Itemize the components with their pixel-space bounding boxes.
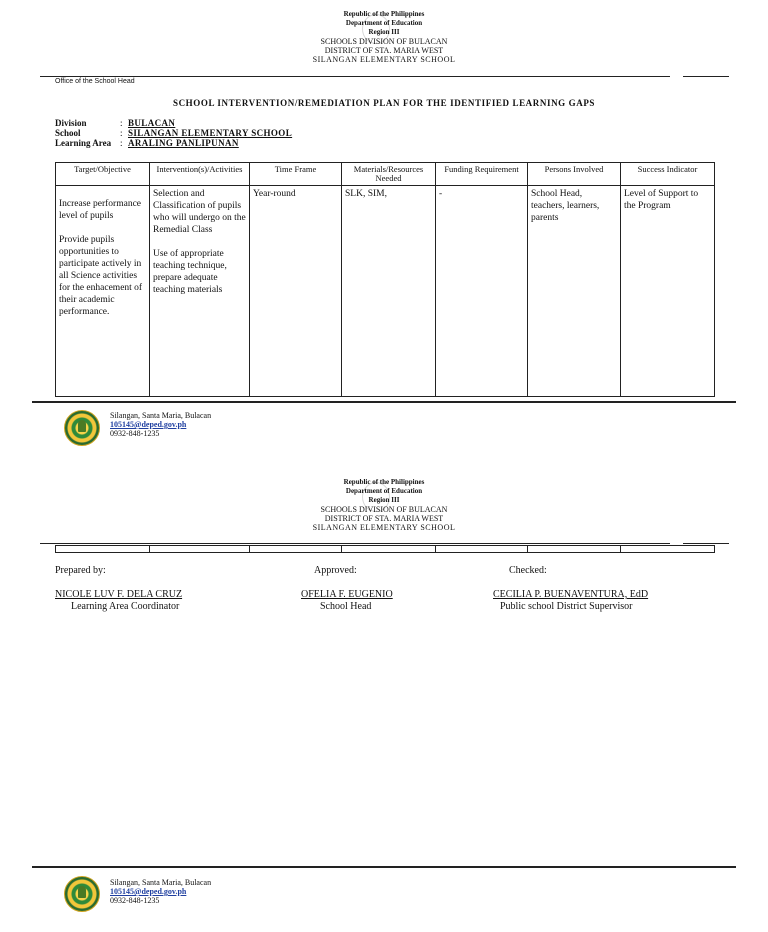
activity-1: Selection and Classification of pupils who will undergo on the Remedial Class [153, 189, 246, 235]
area-value: ARALING PANLIPUNAN [128, 138, 239, 148]
header-rule-right [470, 76, 670, 77]
header-funding: Funding Requirement [436, 163, 528, 186]
document-title: SCHOOL INTERVENTION/REMEDIATION PLAN FOR THE IDENTIFIED LEARNING GAPS [172, 98, 596, 108]
letterhead-department: Department of Education [345, 19, 423, 27]
checked-title: Public school District Supervisor [500, 601, 633, 612]
cell-indicator: Level of Support to the Program [621, 186, 715, 397]
footer-rule-2 [32, 866, 736, 868]
area-label: Learning Area [55, 138, 112, 148]
letterhead [234, 10, 534, 64]
header-rule-left-2 [40, 543, 470, 544]
letterhead-division-2: SCHOOLS DIVISION OF BULACAN [320, 505, 448, 514]
footer-contact [110, 411, 211, 438]
prepared-label: Prepared by: [55, 565, 106, 576]
footer-phone-2: 0932-848-1235 [110, 896, 160, 905]
letterhead-region: Region III [368, 28, 400, 36]
approved-name: OFELIA F. EUGENIO [301, 589, 393, 600]
letterhead-district-2: DISTRICT OF STA. MARIA WEST [324, 514, 444, 523]
header-persons: Persons Involved [528, 163, 621, 186]
footer-address-2: Silangan, Santa Maria, Bulacan [110, 878, 212, 887]
cell-time-frame: Year-round [250, 186, 342, 397]
header-rule-far-right-2 [683, 543, 729, 544]
letterhead-division: SCHOOLS DIVISION OF BULACAN [320, 37, 448, 46]
division-label: Division [55, 118, 87, 128]
letterhead-school: SILANGAN ELEMENTARY SCHOOL [312, 55, 456, 64]
division-colon: : [120, 118, 123, 128]
signature-prepared [55, 565, 182, 613]
letterhead-district: DISTRICT OF STA. MARIA WEST [324, 46, 444, 55]
footer-phone: 0932-848-1235 [110, 429, 160, 438]
approved-label: Approved: [314, 565, 357, 576]
checked-name: CECILIA P. BUENAVENTURA, EdD [493, 589, 649, 600]
letterhead-department-2: Department of Education [345, 487, 423, 495]
footer-contact-2 [110, 878, 211, 905]
signature-approved [301, 565, 393, 613]
letterhead-school-2: SILANGAN ELEMENTARY SCHOOL [312, 523, 456, 532]
header-time-frame: Time Frame [250, 163, 342, 186]
meta-block [55, 118, 292, 148]
school-logo-icon-2 [64, 876, 100, 912]
objective-2: Provide pupils opportunities to participate actively in all Science activities for the enhacement of their academic performance. [59, 235, 143, 317]
objective-1: Increase performance level of pupils [59, 199, 142, 221]
prepared-title: Learning Area Coordinator [71, 601, 180, 612]
cell-materials: SLK, SIM, [342, 186, 436, 397]
table-row [56, 186, 715, 397]
prepared-name: NICOLE LUV F. DELA CRUZ [55, 589, 183, 600]
table-row [56, 546, 715, 553]
table-continuation-strip [55, 545, 715, 553]
cell-objective [56, 186, 150, 397]
footer-email-link-2[interactable]: 105145@deped.gov.ph [110, 887, 187, 896]
letterhead-region-2: Region III [368, 496, 400, 504]
cell-persons: School Head, teachers, learners, parents [528, 186, 621, 397]
meta-learning-area [55, 138, 292, 148]
footer-address: Silangan, Santa Maria, Bulacan [110, 411, 212, 420]
header-interventions: Intervention(s)/Activities [150, 163, 250, 186]
school-value: SILANGAN ELEMENTARY SCHOOL [128, 128, 293, 138]
header-indicator: Success Indicator [621, 163, 715, 186]
meta-division [55, 118, 292, 128]
school-label: School [55, 128, 81, 138]
footer-rule [32, 401, 736, 403]
letterhead-2 [234, 478, 534, 532]
checked-label: Checked: [509, 565, 547, 576]
table-header-row [56, 163, 715, 186]
school-colon: : [120, 128, 123, 138]
header-objective: Target/Objective [56, 163, 150, 186]
cell-interventions [150, 186, 250, 397]
school-logo-icon [64, 410, 100, 446]
meta-school [55, 128, 292, 138]
header-rule-right-2 [470, 543, 670, 544]
area-colon: : [120, 138, 123, 148]
office-label: Office of the School Head [55, 78, 135, 85]
letterhead-republic: Republic of the Philippines [343, 10, 425, 18]
header-rule-far-right [683, 76, 729, 77]
signature-checked [493, 565, 648, 613]
intervention-plan-table [55, 162, 715, 397]
activity-2: Use of appropriate teaching technique, prepare adequate teaching materials [153, 249, 227, 295]
header-rule-left [40, 76, 470, 77]
header-materials: Materials/Resources Needed [342, 163, 436, 186]
approved-title: School Head [320, 601, 372, 612]
letterhead-republic-2: Republic of the Philippines [343, 478, 425, 486]
footer-email-link[interactable]: 105145@deped.gov.ph [110, 420, 187, 429]
division-value: BULACAN [128, 118, 176, 128]
cell-funding: - [436, 186, 528, 397]
